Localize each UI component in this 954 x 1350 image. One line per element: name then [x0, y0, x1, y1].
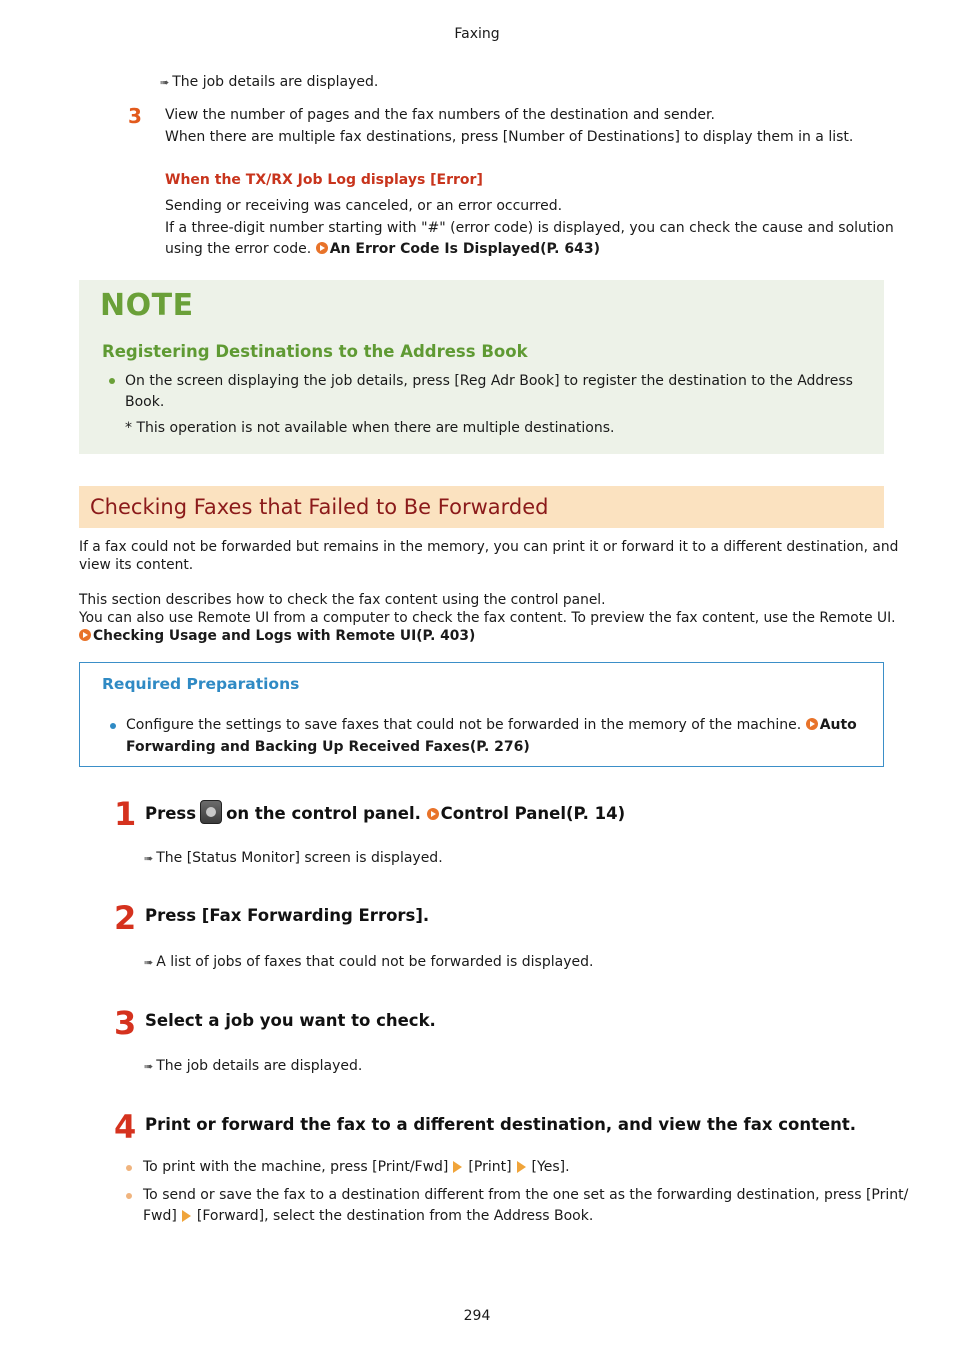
required-title: Required Preparations [102, 675, 300, 693]
result-arrow-icon: ➠ [160, 76, 170, 89]
auto-forwarding-link[interactable]: Auto [806, 717, 857, 733]
step-number: 4 [114, 1108, 137, 1146]
note-box [79, 280, 884, 454]
note-text: Book. [125, 394, 165, 410]
intro-text: If a fax could not be forwarded but remains in the memory, you can print it or forward it to a different destination, and [79, 539, 899, 555]
link-arrow-icon [806, 718, 818, 730]
menu-arrow-icon [182, 1210, 191, 1222]
step-number: 3 [128, 104, 142, 128]
step4-bullet-text: To send or save the fax to a destination different from the one set as the forwarding destination, press [Print/ [143, 1187, 909, 1203]
link-arrow-icon [79, 629, 91, 641]
step4-bullet-text: To print with the machine, press [Print/Fwd] [Print] [Yes]. [143, 1159, 570, 1175]
error-text-line [165, 239, 600, 260]
step-text: When there are multiple fax destinations, press [Number of Destinations] to display them in a list. [165, 129, 854, 145]
remote-ui-link[interactable]: Checking Usage and Logs with Remote UI(P. 403) [79, 627, 475, 645]
note-text: On the screen displaying the job details, press [Reg Adr Book] to register the destination to the Address [125, 373, 853, 389]
link-arrow-icon [316, 242, 328, 254]
auto-forwarding-link-cont[interactable]: Forwarding and Backing Up Received Faxes(P. 276) [126, 739, 530, 755]
result-text: A list of jobs of faxes that could not be forwarded is displayed. [156, 954, 594, 970]
result-line [144, 1056, 362, 1077]
note-subtitle: Registering Destinations to the Address Book [102, 342, 528, 361]
step-number: 3 [114, 1004, 137, 1042]
section-heading-bar [79, 486, 884, 528]
section-text: This section describes how to check the fax content using the control panel. [79, 592, 606, 608]
result-line [144, 848, 443, 869]
menu-arrow-icon [453, 1161, 462, 1173]
link-arrow-icon [427, 808, 439, 820]
error-text: using the error code. [165, 241, 312, 257]
step-number: 1 [114, 795, 137, 833]
result-text: The job details are displayed. [156, 1058, 363, 1074]
step-title: Select a job you want to check. [145, 1011, 436, 1030]
result-arrow-icon: ➠ [144, 852, 154, 865]
menu-arrow-icon [517, 1161, 526, 1173]
required-text-line [126, 715, 857, 736]
step4-bullet-text: Fwd] [Forward], select the destination from the Address Book. [143, 1208, 594, 1224]
section-text: You can also use Remote UI from a computer to check the fax content. To preview the fax content, use the Remote UI. [79, 610, 896, 626]
section-title: Checking Faxes that Failed to Be Forwarded [90, 495, 549, 519]
result-line [160, 72, 378, 93]
error-text: Sending or receiving was canceled, or an error occurred. [165, 198, 563, 214]
note-title: NOTE [100, 288, 194, 323]
required-text: Configure the settings to save faxes that could not be forwarded in the memory of the machine. [126, 717, 802, 733]
result-arrow-icon: ➠ [144, 956, 154, 969]
result-arrow-icon: ➠ [144, 1060, 154, 1073]
status-monitor-button-icon [200, 800, 222, 824]
bullet-icon [126, 1165, 132, 1171]
step-title: Print or forward the fax to a different destination, and view the fax content. [145, 1115, 857, 1134]
page-number: 294 [463, 1308, 491, 1324]
bullet-icon [126, 1193, 132, 1199]
step-title: Press [Fax Forwarding Errors]. [145, 906, 430, 925]
error-code-link[interactable]: An Error Code Is Displayed(P. 643) [316, 241, 600, 257]
bullet-icon [109, 378, 115, 384]
control-panel-link[interactable]: Control Panel(P. 14) [427, 804, 625, 823]
page-header: Faxing [454, 26, 500, 42]
step-text: View the number of pages and the fax numbers of the destination and sender. [165, 107, 715, 123]
step-title: Press on the control panel. Control Panel(P. 14) [145, 800, 625, 826]
intro-text: view its content. [79, 557, 194, 573]
required-preparations-box [79, 662, 884, 767]
error-text: If a three-digit number starting with "#" (error code) is displayed, you can check the cause and solution [165, 220, 894, 236]
error-heading: When the TX/RX Job Log displays [Error] [165, 172, 483, 188]
note-footnote: * This operation is not available when there are multiple destinations. [125, 420, 615, 436]
result-line [144, 952, 593, 973]
result-text: The job details are displayed. [172, 74, 379, 90]
step-number: 2 [114, 899, 137, 937]
result-text: The [Status Monitor] screen is displayed. [156, 850, 443, 866]
bullet-icon [110, 723, 116, 729]
